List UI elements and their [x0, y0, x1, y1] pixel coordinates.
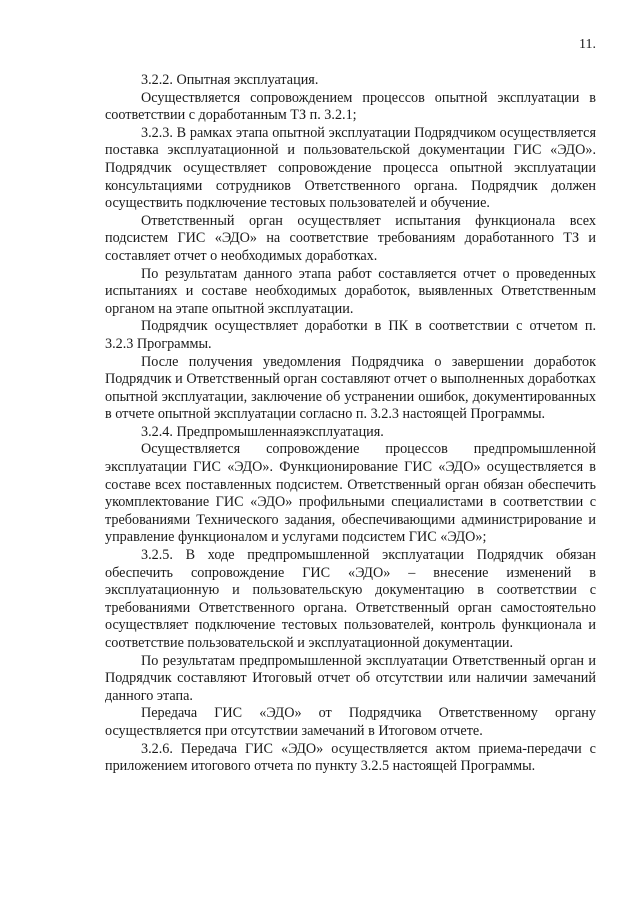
section-3-2-3: 3.2.3. В рамках этапа опытной эксплуатации Подрядчиком осуществляется поставка эксплуатационной и пользовательской документации ГИС «ЭДО». Подрядчик осуществляет сопровождение процесса опытной эксплуатации консультациями сотрудников Ответственного органа. Подрядчик должен осуществить подключение тестовых пользователей и обучение. — [105, 124, 596, 212]
section-3-2-5: 3.2.5. В ходе предпромышленной эксплуатации Подрядчик обязан обеспечить сопровождение ГИС «ЭДО» – внесение изменений в эксплуатационную и пользовательскую документацию в соответствии с требованиями Ответственного органа. Ответственный орган самостоятельно осуществляет подключение тестовых пользователей, контроль функционала и соответствие пользовательской и эксплуатационной документации. — [105, 547, 596, 651]
section-3-2-6: 3.2.6. Передача ГИС «ЭДО» осуществляется актом приема-передачи с приложением итогового отчета по пункту 3.2.5 настоящей Программы. — [105, 740, 596, 775]
paragraph: Передача ГИС «ЭДО» от Подрядчика Ответственному органу осуществляется при отсутствии замечаний в Итоговом отчете. — [105, 705, 596, 739]
paragraph: По результатам предпромышленной эксплуатации Ответственный орган и Подрядчик составляют Итоговый отчет об отсутствии или наличии замечаний данного этапа. — [105, 652, 596, 704]
paragraph: По результатам данного этапа работ составляется отчет о проведенных испытаниях и составе необходимых доработок, выявленных Ответственным органом на этапе опытной эксплуатации. — [105, 265, 596, 317]
paragraph: Осуществляется сопровождение процессов предпромышленной эксплуатации ГИС «ЭДО». Функционирование ГИС «ЭДО» осуществляется в составе всех поставленных подсистем. Ответственный орган обязан обеспечить укомплектование ГИС «ЭДО» профильными специалистами в соответствии с требованиями Технического задания, обеспечивающими администрирование и управление функционалом и услугами подсистем ГИС «ЭДО»; — [105, 441, 596, 546]
paragraph: Ответственный орган осуществляет испытания функционала всех подсистем ГИС «ЭДО» на соответствие требованиям доработанного ТЗ и составляет отчет о необходимых доработках. — [105, 212, 596, 264]
section-heading-3-2-2: 3.2.2. Опытная эксплуатация. — [141, 72, 319, 88]
section-heading-3-2-4: 3.2.4. Предпромышленнаяэксплуатация. — [141, 423, 384, 440]
page-number: 11. — [579, 37, 596, 52]
paragraph: Осуществляется сопровождением процессов опытной эксплуатации в соответствии с доработанным ТЗ п. 3.2.1; — [105, 89, 596, 124]
paragraph: Подрядчик осуществляет доработки в ПК в соответствии с отчетом п. 3.2.3 Программы. — [105, 318, 596, 352]
document-body — [105, 72, 596, 776]
paragraph: После получения уведомления Подрядчика о завершении доработок Подрядчик и Ответственный орган составляют отчет о выполненных доработках опытной эксплуатации, заключение об устранении ошибок, документированных в отчете опытной эксплуатации согласно п. 3.2.3 настоящей Программы. — [105, 353, 596, 423]
